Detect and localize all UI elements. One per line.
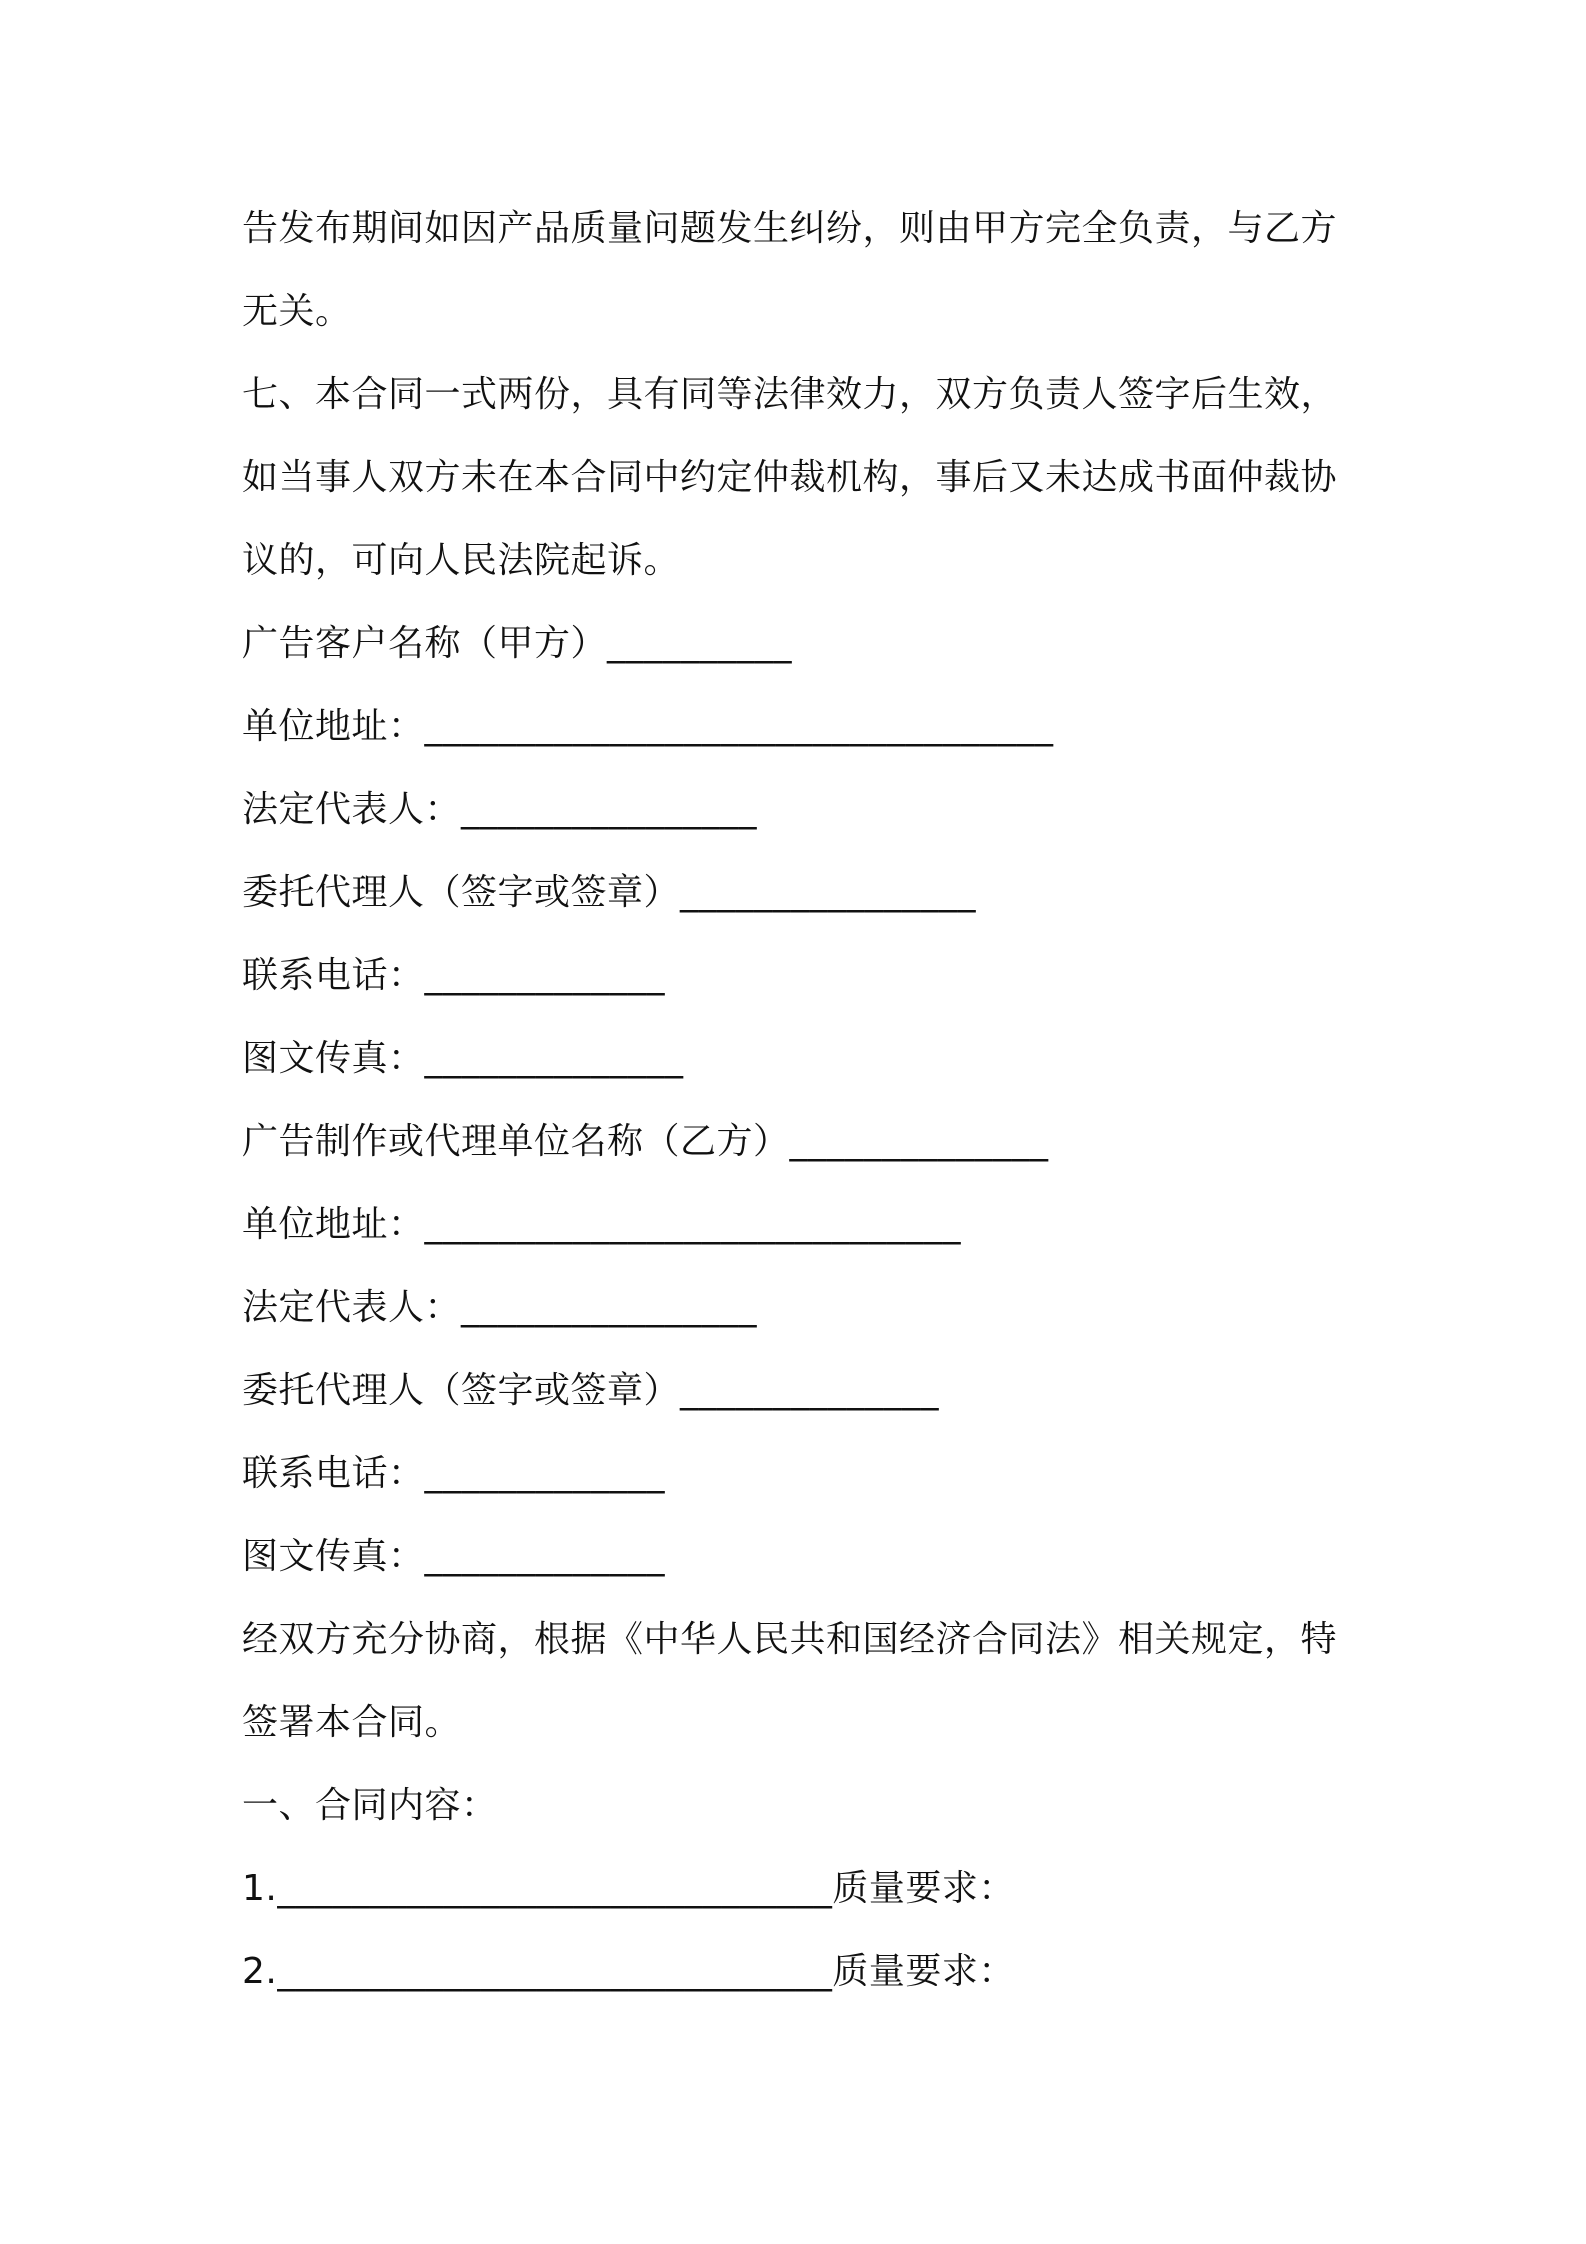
party-a-legal-rep-field: 法定代表人：________________: [242, 789, 758, 830]
section-heading: 一、合同内容：: [242, 1785, 498, 1826]
party-a-fax-field: 图文传真：______________: [242, 1038, 684, 1079]
text-line: 议的，可向人民法院起诉。: [242, 540, 681, 581]
party-b-phone-field: 联系电话：_____________: [242, 1453, 666, 1494]
party-b-address-field: 单位地址：_____________________________: [242, 1204, 962, 1245]
text-line: 经双方充分协商，根据《中华人民共和国经济合同法》相关规定，特: [242, 1619, 1338, 1660]
contract-item: 1.______________________________质量要求：: [242, 1868, 1015, 1909]
text-line: 告发布期间如因产品质量问题发生纠纷，则由甲方完全负责，与乙方: [242, 208, 1338, 249]
party-b-fax-field: 图文传真：_____________: [242, 1536, 666, 1577]
text-line: 如当事人双方未在本合同中约定仲裁机构，事后又未达成书面仲裁协: [242, 457, 1338, 498]
party-b-name-field: 广告制作或代理单位名称（乙方）______________: [242, 1121, 1049, 1162]
text-line: 无关。: [242, 291, 352, 332]
party-a-name-field: 广告客户名称（甲方）__________: [242, 623, 793, 664]
text-line: 签署本合同。: [242, 1702, 462, 1743]
party-a-phone-field: 联系电话：_____________: [242, 955, 666, 996]
clause-seven: 七、本合同一式两份，具有同等法律效力，双方负责人签字后生效，: [242, 374, 1338, 415]
party-b-agent-field: 委托代理人（签字或签章）______________: [242, 1370, 940, 1411]
party-a-address-field: 单位地址：__________________________________: [242, 706, 1054, 747]
party-b-legal-rep-field: 法定代表人：________________: [242, 1287, 758, 1328]
party-a-agent-field: 委托代理人（签字或签章）________________: [242, 872, 977, 913]
contract-item: 2.______________________________质量要求：: [242, 1951, 1015, 1992]
